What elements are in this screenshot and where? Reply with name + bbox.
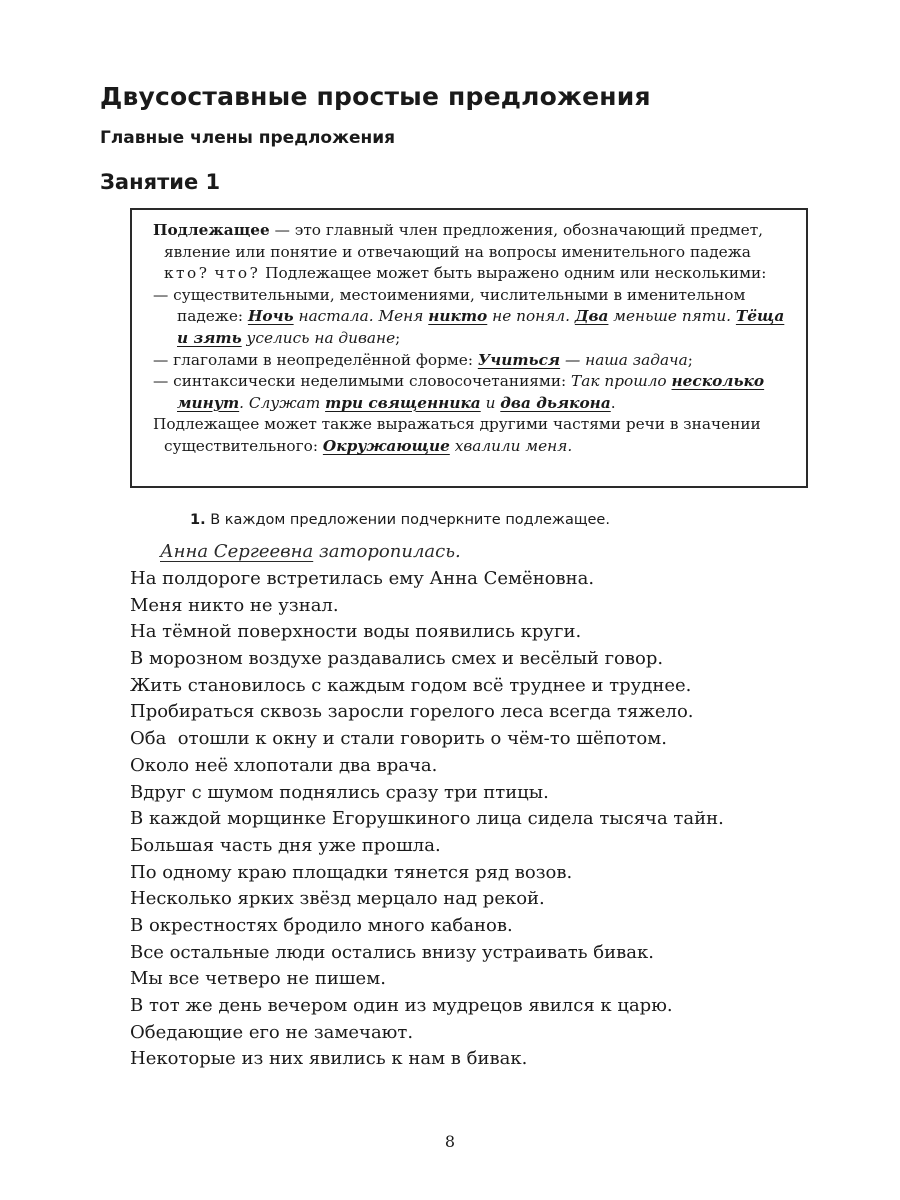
- example-text: Так прошло: [571, 372, 672, 391]
- example-subject: несколько минут: [177, 372, 765, 412]
- rule-item-phrases: [153, 371, 786, 414]
- example-text: — наша задача: [560, 350, 688, 369]
- rule-text: — это главный член предложения, обозначающий предмет, явление или понятие и отвечающий на вопросы именительного падежа: [164, 221, 764, 261]
- sentence: По одному краю площадки тянется ряд возов.: [130, 861, 573, 883]
- rule-text: .: [610, 393, 616, 412]
- sentence: В тот же день вечером один из мудрецов явился к царю.: [130, 995, 673, 1016]
- rule-text: — синтаксически неделимыми словосочетаниями:: [153, 372, 572, 391]
- sentence: На тёмной поверхности воды появились круги.: [130, 621, 582, 643]
- rule-definition: [153, 220, 786, 285]
- example-text: не понял.: [487, 307, 575, 326]
- sentence: Вдруг с шумом поднялись сразу три птицы.: [130, 781, 549, 803]
- sentence-list: [130, 566, 724, 1073]
- task-text: В каждом предложении подчеркните подлежащее.: [205, 512, 610, 528]
- rule-term: Подлежащее: [153, 221, 270, 239]
- task-number: 1.: [190, 512, 206, 528]
- rule-text: Подлежащее может также выражаться другими частями речи в значении существительного:: [153, 415, 761, 455]
- sentence: Все остальные люди остались внизу устраивать бивак.: [130, 941, 654, 963]
- rule-text: Подлежащее может быть выражено одним или несколькими:: [260, 264, 767, 283]
- example-text: . Служат: [239, 393, 326, 412]
- example-text: меньше пяти.: [608, 307, 736, 326]
- example-text: настала. Меня: [293, 307, 429, 326]
- example-subject: Окружающие: [322, 436, 450, 455]
- task-instruction: [190, 512, 610, 528]
- sentence: Меня никто не узнал.: [130, 594, 339, 616]
- rule-box: [130, 208, 808, 488]
- sentence: Несколько ярких звёзд мерцало над рекой.: [130, 888, 545, 910]
- rule-item-infinitive: [153, 350, 786, 372]
- example-subject: Тёща и зять: [177, 307, 785, 347]
- sentence: Обедающие его не замечают.: [130, 1021, 414, 1043]
- sentence: В окрестностях бродило много кабанов.: [130, 914, 513, 936]
- sentence: Пробираться сквозь заросли горелого леса всегда тяжело.: [130, 701, 694, 723]
- page-number: 8: [444, 1132, 456, 1151]
- example-subject: два дьякона: [500, 393, 611, 412]
- rule-text: ;: [395, 328, 401, 347]
- example-text: уселись на диване: [241, 328, 396, 347]
- sample-rest: заторопилась.: [313, 541, 461, 562]
- sentence: Некоторые из них явились к нам в бивак.: [130, 1048, 528, 1070]
- example-subject: Ночь: [247, 307, 294, 326]
- lesson-heading: Занятие 1: [100, 170, 221, 194]
- sentence: В морозном воздухе раздавались смех и весёлый говор.: [130, 648, 664, 670]
- sentence: Оба отошли к окну и стали говорить о чём-то шёпотом.: [130, 728, 667, 750]
- question-who: кто?: [164, 264, 210, 283]
- sample-subject: Анна Сергеевна: [160, 541, 314, 562]
- sentence: На полдороге встретилась ему Анна Семёновна.: [130, 568, 595, 589]
- rule-outro: [153, 414, 786, 457]
- sentence: Большая часть дня уже прошла.: [130, 834, 441, 856]
- example-text: и: [480, 393, 501, 412]
- sentence: Около неё хлопотали два врача.: [130, 754, 438, 776]
- sentence: Жить становилось с каждым годом всё труднее и труднее.: [130, 674, 692, 696]
- section-heading: Двусоставные простые предложения: [100, 82, 651, 111]
- rule-item-nouns: [153, 285, 786, 350]
- example-text: хвалили меня.: [449, 436, 573, 455]
- example-subject: никто: [428, 307, 488, 326]
- rule-text: — существительными, местоимениями, числительными в именительном падеже:: [153, 285, 746, 326]
- sample-answer: [160, 541, 461, 562]
- rule-text: — глаголами в неопределённой форме:: [153, 350, 478, 369]
- sentence: Мы все четверо не пишем.: [130, 968, 386, 990]
- rule-text: ;: [687, 350, 693, 369]
- sentence: В каждой морщинке Егорушкиного лица сидела тысяча тайн.: [130, 808, 724, 830]
- question-what: что?: [214, 264, 261, 283]
- subsection-heading: Главные члены предложения: [100, 128, 396, 148]
- example-subject: Учиться: [477, 350, 561, 369]
- example-subject: три священника: [325, 393, 481, 412]
- example-subject: Два: [574, 307, 609, 326]
